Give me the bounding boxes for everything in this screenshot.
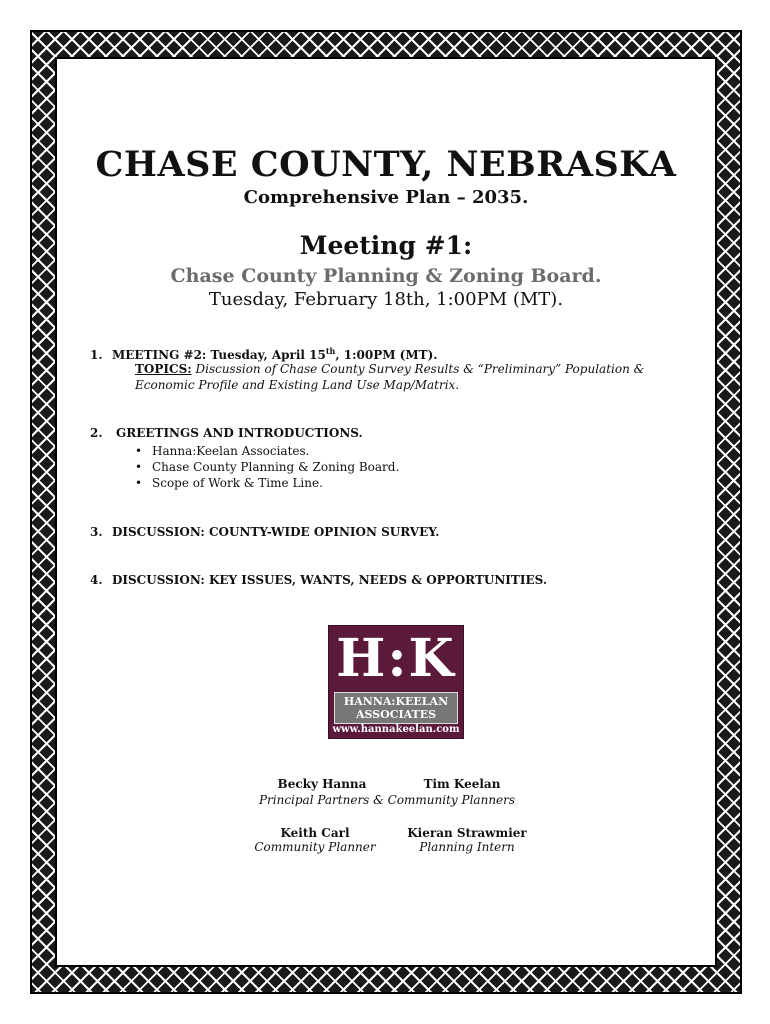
hanna-keelan-logo (328, 625, 464, 739)
agenda-item-text: GREETINGS AND INTRODUCTIONS. (116, 426, 363, 440)
document-title: CHASE COUNTY, NEBRASKA (95, 144, 677, 185)
staff-role: Planning Intern (419, 840, 515, 854)
staff-keith-carl (245, 826, 385, 854)
staff-role: Community Planner (254, 840, 376, 854)
logo-line-1: HANNA:KEELAN (343, 695, 449, 708)
logo-mark: H:K (336, 628, 456, 689)
introductions-list (135, 443, 399, 491)
staff-name: Becky Hanna (277, 777, 367, 791)
list-item: • Hanna:Keelan Associates. (135, 443, 399, 459)
agenda-page (57, 59, 715, 965)
staff-name: Kieran Strawmier (407, 826, 527, 840)
board-name: Chase County Planning & Zoning Board. (170, 265, 602, 287)
topics-label: TOPICS: (135, 362, 192, 376)
agenda-item-1-topics (135, 361, 675, 393)
agenda-item-4 (90, 573, 547, 587)
agenda-item-number: 4. (90, 573, 103, 587)
ordinal-suffix: th (325, 346, 336, 356)
agenda-item-2 (90, 426, 363, 440)
staff-role: Principal Partners & Community Planners (258, 793, 516, 807)
agenda-item-text: DISCUSSION: KEY ISSUES, WANTS, NEEDS & OPPORTUNITIES. (112, 573, 548, 587)
agenda-item-text-end: , 1:00PM (MT). (335, 348, 438, 362)
logo-url: www.hannakeelan.com (332, 724, 460, 735)
logo-line-2: ASSOCIATES (355, 708, 437, 721)
meeting-date: Tuesday, February 18th, 1:00PM (MT). (208, 289, 564, 310)
staff-name: Keith Carl (280, 826, 350, 840)
agenda-item-number: 2. (90, 426, 103, 440)
agenda-item-1 (90, 346, 437, 362)
staff-partners-role (227, 793, 547, 807)
list-item: • Chase County Planning & Zoning Board. (135, 459, 399, 475)
staff-becky-hanna (257, 777, 387, 791)
agenda-item-text: MEETING #2: Tuesday, April 15 (112, 348, 326, 362)
agenda-item-number: 3. (90, 525, 103, 539)
meeting-heading: Meeting #1: (299, 231, 473, 260)
document-subtitle: Comprehensive Plan – 2035. (243, 187, 529, 208)
staff-kieran-strawmier (397, 826, 537, 854)
list-item: • Scope of Work & Time Line. (135, 475, 399, 491)
agenda-item-text: DISCUSSION: COUNTY-WIDE OPINION SURVEY. (112, 525, 440, 539)
logo-name-box (334, 692, 458, 724)
agenda-item-number: 1. (90, 348, 103, 362)
staff-tim-keelan (397, 777, 527, 791)
staff-name: Tim Keelan (423, 777, 501, 791)
topics-text: Discussion of Chase County Survey Results & “Preliminary” Population & Economic Profile and Existing Land Use Map/Matrix. (135, 362, 645, 392)
agenda-item-3 (90, 525, 439, 539)
